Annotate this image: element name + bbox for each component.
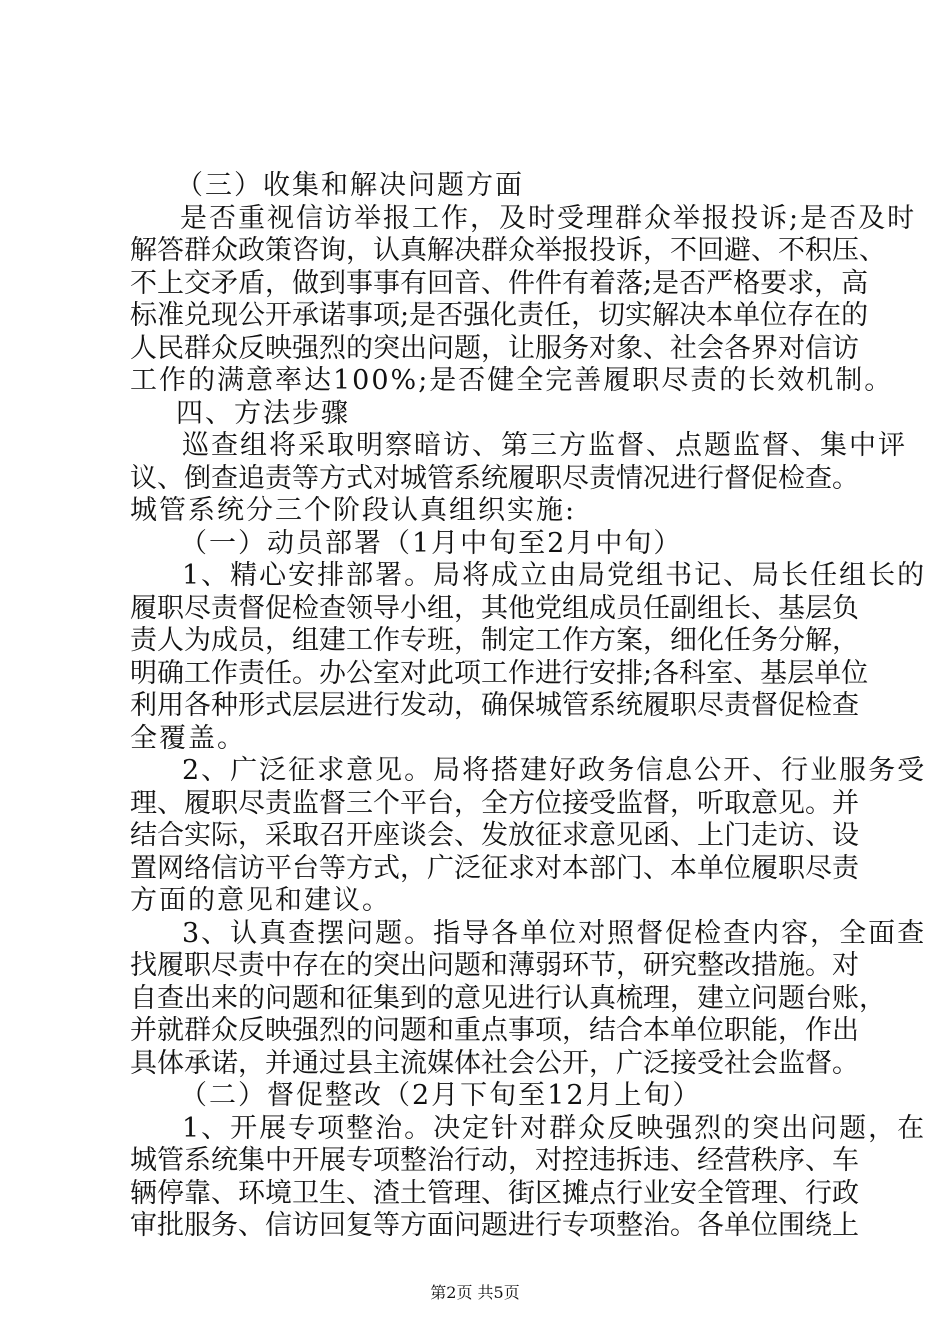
text-line: 1、开展专项整治。决定针对群众反映强烈的突出问题，在 [182, 1112, 927, 1144]
text-line: 责人为成员，组建工作专班，制定工作方案，细化任务分解， [130, 625, 859, 656]
page-footer [0, 1280, 950, 1303]
text-line: 自查出来的问题和征集到的意见进行认真梳理，建立问题台账， [130, 982, 886, 1014]
text-line: 明确工作责任。办公室对此项工作进行安排;各科室、基层单位 [130, 657, 869, 689]
text-line: 全覆盖。 [130, 722, 246, 754]
text-line: 利用各种形式层层进行发动，确保城管系统履职尽责督促检查 [130, 690, 859, 721]
text-line: 议、倒查追责等方式对城管系统履职尽责情况进行督促检查。 [130, 462, 859, 494]
text-line: 审批服务、信访回复等方面问题进行专项整治。各单位围绕上 [130, 1210, 859, 1241]
text-line: （三）收集和解决问题方面 [176, 170, 524, 201]
text-line: 3、认真查摆问题。指导各单位对照督促检查内容，全面查 [182, 917, 927, 949]
text-line: 解答群众政策咨询，认真解决群众举报投诉，不回避、不积压、 [130, 235, 886, 266]
text-line: 方面的意见和建议。 [130, 885, 391, 916]
text-line: （二）督促整改（2月下旬至12月上旬） [180, 1080, 702, 1111]
text-line: 城管系统分三个阶段认真组织实施: [130, 495, 577, 526]
text-line: 巡查组将采取明察暗访、第三方监督、点题监督、集中评 [182, 430, 907, 461]
text-line: 理、履职尽责监督三个平台，全方位接受监督，听取意见。并 [130, 787, 859, 819]
document-body [130, 170, 927, 1243]
text-line: 置网络信访平台等方式，广泛征求对本部门、本单位履职尽责 [130, 852, 859, 884]
text-line: 1、精心安排部署。局将成立由局党组书记、局长任组长的 [182, 560, 927, 591]
text-line: 工作的满意率达100%;是否健全完善履职尽责的长效机制。 [130, 365, 894, 396]
text-line: 城管系统集中开展专项整治行动，对控违拆违、经营秩序、车 [130, 1145, 859, 1176]
text-line: 2、广泛征求意见。局将搭建好政务信息公开、行业服务受 [182, 755, 927, 786]
text-line: 辆停靠、环境卫生、渣土管理、街区摊点行业安全管理、行政 [130, 1177, 859, 1209]
text-line: 并就群众反映强烈的问题和重点事项，结合本单位职能，作出 [130, 1015, 859, 1046]
text-line: 找履职尽责中存在的突出问题和薄弱环节，研究整改措施。对 [130, 950, 859, 981]
page-number-label: 第2页 共5页 [430, 1283, 520, 1302]
text-line: 结合实际，采取召开座谈会、发放征求意见函、上门走访、设 [130, 820, 859, 851]
text-line: 是否重视信访举报工作，及时受理群众举报投诉;是否及时 [180, 202, 917, 234]
text-line: （一）动员部署（1月中旬至2月中旬） [180, 527, 683, 559]
text-line: 具体承诺，并通过县主流媒体社会公开，广泛接受社会监督。 [130, 1047, 859, 1079]
text-line: 不上交矛盾，做到事事有回音、件件有着落;是否严格要求，高 [130, 267, 869, 299]
text-line: 四、方法步骤 [176, 397, 350, 429]
text-line: 履职尽责督促检查领导小组，其他党组成员任副组长、基层负 [130, 592, 859, 624]
text-line: 人民群众反映强烈的突出问题，让服务对象、社会各界对信访 [130, 332, 859, 364]
text-line: 标准兑现公开承诺事项;是否强化责任，切实解决本单位存在的 [130, 300, 869, 331]
